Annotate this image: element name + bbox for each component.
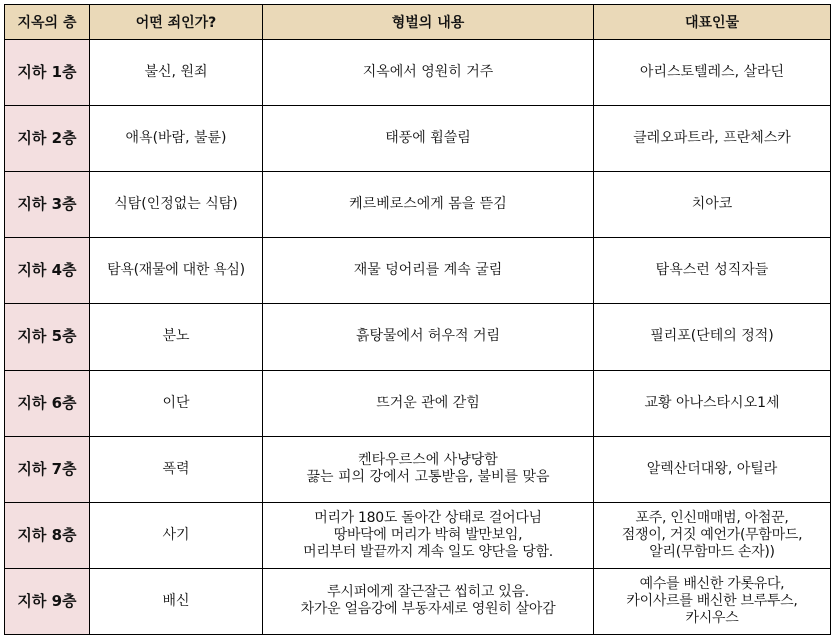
level-cell: 지하 4층 xyxy=(5,238,90,304)
punishment-line: 땅바닥에 머리가 박혀 발만보임, xyxy=(333,526,523,543)
punishment-line: 루시퍼에게 잘근잘근 씹히고 있음. xyxy=(327,584,529,601)
table-row xyxy=(5,436,831,502)
figures-cell xyxy=(594,568,831,634)
figures-line: 필리포(단테의 정적) xyxy=(650,328,774,345)
punishment-line: 지옥에서 영원히 거주 xyxy=(362,64,494,81)
punishment-line: 태풍에 휩쓸림 xyxy=(385,130,471,147)
figures-cell xyxy=(594,304,831,370)
level-cell: 지하 5층 xyxy=(5,304,90,370)
sin-cell: 배신 xyxy=(90,568,263,634)
figures-cell xyxy=(594,436,831,502)
figures-line: 탐욕스런 성직자들 xyxy=(655,262,769,279)
punishment-cell xyxy=(263,568,594,634)
header-level: 지옥의 층 xyxy=(5,5,90,40)
punishment-line: 켄타우르스에 사냥당함 xyxy=(358,452,498,469)
level-cell: 지하 6층 xyxy=(5,370,90,436)
level-cell: 지하 2층 xyxy=(5,106,90,172)
punishment-cell xyxy=(263,106,594,172)
hell-levels-table xyxy=(4,4,831,635)
punishment-line: 끓는 피의 강에서 고통받음, 불비를 맞음 xyxy=(306,469,550,486)
level-cell: 지하 1층 xyxy=(5,40,90,106)
punishment-cell xyxy=(263,370,594,436)
figures-cell xyxy=(594,172,831,238)
figures-line: 클레오파트라, 프란체스카 xyxy=(633,130,791,147)
table-row xyxy=(5,106,831,172)
sin-cell: 불신, 원죄 xyxy=(90,40,263,106)
table-row xyxy=(5,238,831,304)
sin-cell: 식탐(인정없는 식탐) xyxy=(90,172,263,238)
level-cell: 지하 3층 xyxy=(5,172,90,238)
figures-line: 카시우스 xyxy=(685,609,739,626)
figures-line: 알렉산더대왕, 아틸라 xyxy=(646,460,778,477)
punishment-line: 케르베로스에게 몸을 뜯김 xyxy=(349,196,507,213)
figures-cell xyxy=(594,106,831,172)
punishment-cell xyxy=(263,502,594,568)
punishment-line: 뜨거운 관에 갇힘 xyxy=(376,394,480,411)
table-row xyxy=(5,502,831,568)
figures-line: 예수를 배신한 가롯유다, xyxy=(639,575,785,592)
punishment-cell xyxy=(263,238,594,304)
punishment-line: 머리가 180도 돌아간 상태로 걸어다님 xyxy=(314,509,542,526)
punishment-line: 머리부터 발끝까지 계속 일도 양단을 당함. xyxy=(303,543,553,560)
figures-line: 점쟁이, 거짓 예언가(무함마드, xyxy=(621,526,803,543)
figures-line: 알리(무함마드 손자)) xyxy=(649,543,775,560)
sin-cell: 폭력 xyxy=(90,436,263,502)
table-row xyxy=(5,304,831,370)
figures-line: 교황 아나스타시오1세 xyxy=(644,394,780,411)
punishment-cell xyxy=(263,436,594,502)
table-row xyxy=(5,568,831,634)
figures-cell xyxy=(594,40,831,106)
figures-line: 치아코 xyxy=(691,196,733,213)
figures-line: 아리스토텔레스, 살라딘 xyxy=(639,64,785,81)
punishment-cell xyxy=(263,304,594,370)
level-cell: 지하 9층 xyxy=(5,568,90,634)
punishment-line: 차가운 얼음강에 부동자세로 영원히 살아감 xyxy=(300,601,556,618)
figures-cell xyxy=(594,502,831,568)
table-row xyxy=(5,40,831,106)
header-row xyxy=(5,5,831,40)
header-sin: 어떤 죄인가? xyxy=(90,5,263,40)
table-row xyxy=(5,370,831,436)
header-figures: 대표인물 xyxy=(594,5,831,40)
figures-line: 카이사르를 배신한 브루투스, xyxy=(626,592,798,609)
sin-cell: 사기 xyxy=(90,502,263,568)
header-punishment: 형벌의 내용 xyxy=(263,5,594,40)
punishment-cell xyxy=(263,172,594,238)
sin-cell: 이단 xyxy=(90,370,263,436)
level-cell: 지하 8층 xyxy=(5,502,90,568)
punishment-line: 흙탕물에서 허우적 거림 xyxy=(355,328,501,345)
table-row xyxy=(5,172,831,238)
punishment-line: 재물 덩어리를 계속 굴림 xyxy=(353,262,503,279)
figures-line: 포주, 인신매매범, 아첨꾼, xyxy=(635,509,789,526)
sin-cell: 애욕(바람, 불륜) xyxy=(90,106,263,172)
figures-cell xyxy=(594,370,831,436)
figures-cell xyxy=(594,238,831,304)
sin-cell: 탐욕(재물에 대한 욕심) xyxy=(90,238,263,304)
level-cell: 지하 7층 xyxy=(5,436,90,502)
sin-cell: 분노 xyxy=(90,304,263,370)
punishment-cell xyxy=(263,40,594,106)
